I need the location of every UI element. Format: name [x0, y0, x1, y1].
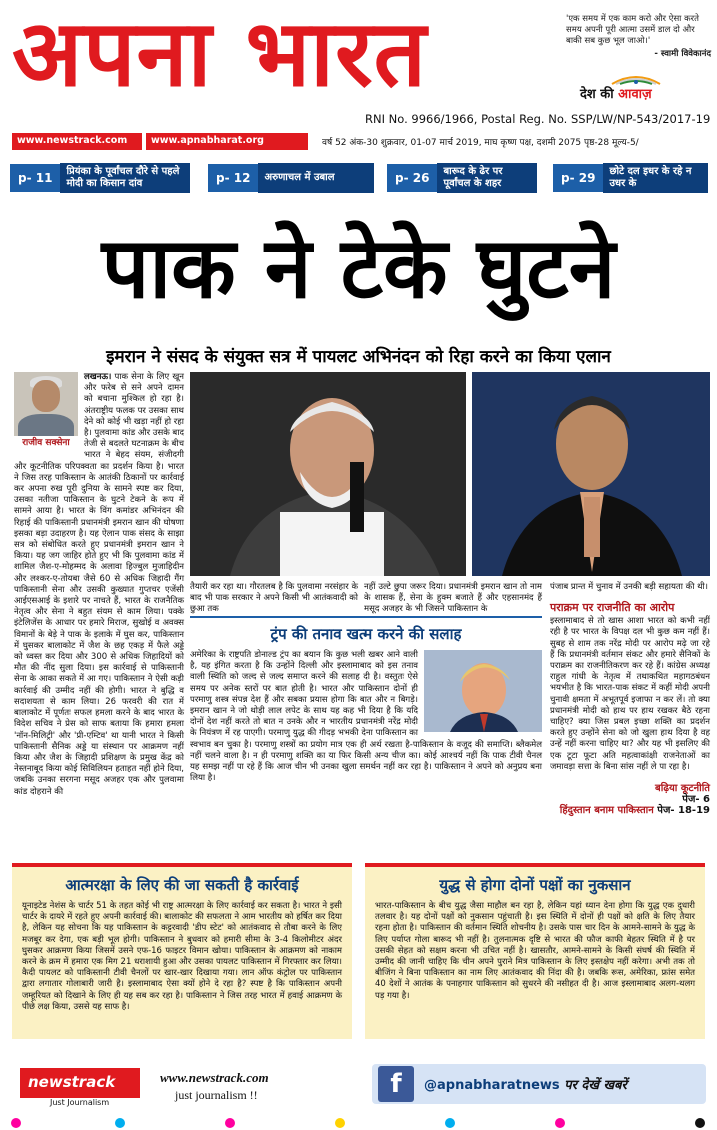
- quote-author: - स्वामी विवेकानंद: [654, 49, 711, 59]
- trump-portrait-illustration: [424, 650, 542, 732]
- newstrack-slogan: just journalism !!: [175, 1088, 258, 1102]
- quote-text: 'एक समय में एक काम करो और ऐसा करते समय अपनी पूरी आत्मा उसमें डाल दो और बाकी सब कुछ भूल जाओ।': [566, 14, 699, 46]
- modi-portrait-illustration: [190, 372, 466, 576]
- lead-article-body: पाक सेना के लिए खून और फरेब से सने अपने दामन को बचाना मुश्किल हो रहा है। अंतराष्ट्रीय फलक पर उसका साथ देने को कोई भी खड़ा नहीं हो रहा है। पुलवामा कांड और उसके बाद तेजी से बदलते घटनाक्रम के बीच भारत ने बेहद संयम, संजीदगी और कूटनीतिक परिपक्वता का प्रदर्शन किया है। भारत ने जिस तरह पाकिस्तान के आतंकी ठिकानों पर कार्रवाई कर अपना रुख पूरी दुनिया के सामने स्पष्ट कर दिया, उसका नतीजा पाकिस्तान के घुटने टेकने के रूप में सामने आया है। भारत के विंग कमांडर अभिनंदन की रिहाई की पाकिस्तानी प्रधानमंत्री इमरान खान की घोषणा इसका बड़ा उदाहरण है। यह ऐलान पाक संसद के साझा सत्र को संबोधित करते हुए प्रधानमंत्री इमरान खान ने किया। यह जग जाहिर होते हुए भी कि पुलवामा कांड में शामिल जैश-ए-मोहम्मद के अलावा हिज्बुल मुजाहिदीन और लश्कर-ए-तोयबा जैसे 60 से अधिक जिहादी गैंग पाकिस्तानी सेना और उसकी कुख्यात गुप्तचर एजेंसी आईएसआई के इशारे पर नाचते हैं, भारत के राजनैतिक नेतृत्व और सेना ने बहुत संयम से काम लिया। पक्के इंटेलिजेंस के आधार पर हमारे मिराज, सुखोई व अवक्स विमानों के बेड़े ने पाक के इलाके में घुस कर, पाकिस्तान में घुसकर बालाकोट में जैश के छह एकड़ में फैले अड्डे को ध्वस्त कर दिया और 300 से अधिक जिहादियों को मौत की नींद सुला दिया। इस कार्रवाई से पाकिस्तानी सेना के आका सकते में आ गए। पाकिस्तान ने ऐसी कड़ी कार्रवाई की उम्मीद नहीं की होगी। भारत ने बुद्धि व सदाशयता से काम लिया। 26 फरवरी की रात में बालाकोट में पूर्णतः सफल हमला करने के बाद भारत के विदेश सचिव ने प्रेस को साफ बताया कि हमारा हमला 'नॉन-मिलिट्री' और 'प्री-एम्टिव' था यानी भारत ने किसी पाकिस्तानी सैनिक अड्डे या संस्थान पर आक्रमण नहीं किया और जैश के जिहादी प्रशिक्षण के प्रमुख केंद्र को नेस्तनाबूद किया कोई सिविलियन हताहत नहीं होने दिया, जबकि उनका सरगना मसूद अजहर एक और पुलवामा कांड दोहराने की: [14, 372, 184, 797]
- continued-text-right: पंजाब प्रान्त में चुनाव में उनकी बड़ी सहायता की थी।: [550, 582, 708, 592]
- imran-portrait-illustration: [472, 372, 710, 576]
- info-strip: [0, 110, 717, 154]
- newstrack-url[interactable]: www.newstrack.com: [160, 1070, 269, 1085]
- author-photo: [14, 372, 78, 436]
- tagline-prefix: देश की: [580, 87, 614, 102]
- print-registration-marks: [0, 1116, 717, 1130]
- self-defence-title: आत्मरक्षा के लिए की जा सकती है कार्रवाई: [65, 876, 299, 894]
- inside-page-refs: [550, 783, 710, 817]
- newstrack-logo[interactable]: newstrack: [20, 1068, 140, 1098]
- continued-text-left: तैयारी कर रहा था। गौरतलब है कि पुलवामा नरसंहार के बाद भी पाक सरकार ने अपने किसी भी आतंकवादी को छुआ तक: [190, 582, 358, 615]
- page-ref-number: p- 29: [553, 164, 603, 192]
- war-loss-body: भारत-पाकिस्तान के बीच युद्ध जैसा माहौल बन रहा है, लेकिन यहां ध्यान देना होगा कि युद्ध एक दुधारी तलवार है। यह दोनों पक्षों को नुकसान पहुंचाती है। इस स्थिति में दोनों ही पक्षों को क्षति के लिए तैयार रहना होता है। पाकिस्तान की वर्तमान स्थिति शोचनीय है। उसके पास चार दिन के आमने-सामने के युद्ध के लिए पर्याप्त गोला बारूद भी नहीं है। तुलनात्मक दृष्टि से भारत की फौज काफी बेहतर स्थिति में है पर उसकी सेहत को सक्षम करना भी उचित नहीं है। खासतौर, आमने-सामने के किसी संघर्ष की स्थिति में उम्मीद की जानी चाहिए कि चीन अपने पुराने मित्र पाकिस्तान के लिए इस्तक्षेप नहीं करेगा। अभी तक तो बीजिंग ने बिना पाकिस्तान का नाम लिए आतंकवाद की निंदा की है। जबकि रूस, अमेरिका, फ्रांस समेत 40 देशों ने आतंक के पनाहगार पाकिस्तान को सुधरने की नसीहत दी है। आज इस्लामाबाद अलग-थलग पड़ गया है।: [375, 901, 695, 1001]
- page-ref-title: छोटे दल इधर के रहे न उधर के: [603, 163, 708, 193]
- inside-ref-label: बढ़िया कूटनीति: [655, 783, 710, 795]
- trump-article-body: अमेरिका के राष्ट्रपति डोनाल्ड ट्रंप का बयान कि कुछ भली खबर आने वाली है, यह इंगित करता है कि उन्होंने दिल्ली और इस्लामाबाद को इस तनाव वाली स्थिति को जल्द से जल्द समाप्त करने की सलाह दी है। वस्तुतः ऐसे समय पर अनेक स्तरों पर बात होती है। भारत और पाकिस्तान दोनों ही परमाणु शस्त्र संपन्न देश हैं और सबका प्रयास होगा कि बात और न बिगड़े। इमरान खान ने जो थोड़ी लाल लपेट के साथ यह कह भी दिया है कि यदि दोनों देश नहीं करते तो बात न उनके और न भारतीय प्रधानमंत्री नरेंद्र मोदी के नियंत्रण में रह पाएगी। परमाणु युद्ध की गीदड़ भभकी देना पाकिस्तान का स्वभाव बन चुका है। परमाणु शस्त्रों का प्रयोग मात्र एक ही अर्थ रखता है-पाकिस्तान के वजूद की समाप्ति। ब्लैकमेल नहीं चलने वाला है। न ही परमाणु शक्ति का या फिर किसी अन्य चीज का। कोई आश्चर्य नहीं कि पाक टीवी चैनल यह समझ नहीं पा रहे हैं कि आज चीन भी उनका खुला समर्थन नहीं कर रहा है। पाकिस्तान ने अपने को अनुप्रय बना लिया है।: [190, 650, 542, 784]
- author-byline: राजीव सक्सेना: [22, 438, 70, 448]
- main-headline: पाक ने टेके घुटने: [101, 219, 616, 317]
- facebook-handle: @apnabharatnews: [424, 1078, 560, 1093]
- edition-details: वर्ष 52 अंक-30 शुक्रवार, 01-07 मार्च 2019, माघ कृष्ण पक्ष, दशमी 2075 पृष्ठ-28 मूल्य-5/: [322, 138, 639, 148]
- newstrack-tagline: Just Journalism: [50, 1098, 110, 1107]
- page-ref-number: p- 11: [10, 164, 60, 192]
- war-loss-box: [365, 863, 705, 1039]
- continued-text-middle: नहीं उल्टे छुपा जरूर दिया। प्रधानमंत्री इमरान खान तो नाम के शासक हैं, सेना के हुक्म बजाते हैं और एहसानमंद हैं मसूद अजहर के भी जिसने पाकिस्तान के: [364, 582, 542, 615]
- page-ref-11[interactable]: [10, 163, 190, 193]
- registration-number: RNI No. 9966/1966, Postal Reg. No. SSP/LW/NP-543/2017-19: [365, 112, 711, 126]
- page-ref-29[interactable]: [553, 163, 710, 193]
- page-ref-26[interactable]: [387, 163, 537, 193]
- war-loss-title: युद्ध से होगा दोनों पक्षों का नुकसान: [439, 876, 631, 894]
- website-newstrack-link[interactable]: www.newstrack.com: [12, 133, 142, 150]
- page-ref-title: अरुणाचल में उबाल: [258, 163, 374, 193]
- photo-narendra-modi: [190, 372, 466, 576]
- facebook-icon: f: [378, 1066, 414, 1102]
- facebook-handle-suffix: पर देखें खबरें: [564, 1078, 627, 1093]
- right-column-heading: पराक्रम पर राजनीति का आरोप: [550, 601, 675, 614]
- inside-ref-page: पेज- 18-19: [657, 805, 710, 817]
- page-ref-number: p- 12: [208, 164, 258, 192]
- website-apnabharat-link[interactable]: www.apnabharat.org: [146, 133, 308, 150]
- tagline-suffix: आवाज़: [618, 87, 652, 102]
- page-ref-title: प्रियंका के पूर्वांचल दौरे से पहले मोदी का किसान दांव: [60, 163, 190, 193]
- self-defence-box: [12, 863, 352, 1039]
- facebook-promo[interactable]: [372, 1064, 706, 1104]
- dateline: लखनऊ।: [84, 372, 112, 382]
- photo-imran-khan: [472, 372, 710, 576]
- inside-ref-diplomacy[interactable]: [550, 783, 710, 805]
- page-ref-title: बारूद के ढेर पर पूर्वांचल के शहर: [437, 163, 537, 193]
- footer: [0, 1052, 717, 1116]
- trump-article-body-wrap: [190, 650, 542, 784]
- masthead-tagline: [580, 84, 652, 102]
- page-ref-12[interactable]: [208, 163, 378, 193]
- facebook-handle-line: [424, 1075, 627, 1093]
- photo-donald-trump: [424, 650, 542, 732]
- trump-article-title: ट्रंप की तनाव खत्म करने की सलाह: [270, 625, 462, 643]
- lead-article-column: [14, 372, 184, 798]
- newspaper-title: अपना भारत: [12, 0, 428, 107]
- masthead-quote: [566, 14, 711, 60]
- inside-ref-india-vs-pak[interactable]: [550, 805, 710, 816]
- page-references: [10, 163, 710, 193]
- right-column: [550, 598, 710, 817]
- inside-ref-label: हिंदुस्तान बनाम पाकिस्तान: [559, 805, 654, 817]
- inside-ref-page: पेज- 6: [682, 794, 710, 806]
- page-ref-number: p- 26: [387, 164, 437, 192]
- self-defence-body: यूनाइटेड नेशंस के चार्टर 51 के तहत कोई भी राष्ट्र आत्मरक्षा के लिए कार्रवाई कर सकता है। भारत ने इसी चार्टर के दायरे में रहते हुए अपनी कार्रवाई की। बालाकोट की सफलता ने आम भारतीय को हर्षित कर दिया है, लेकिन यह सोचना कि यह पाकिस्तान के कट्टरवादी 'डीप स्टेट' को आतंकवाद से तौबा करने के लिए मजबूर कर देगा, एक बड़ी भूल होगी। पाकिस्तान ने बुधवार को हमारी सीमा के 3-4 किलोमीटर अंदर घुसकर आक्रमण किया जिसमें उसने एफ-16 फाइटर विमान खोया। पाकिस्तान के आक्रमण को नाकाम करने के क्रम में हमारा एक मिग 21 धराशायी हुआ और उसका पायलट पाकिस्तान में गिरफ्तार कर लिया। कैदी पायलट को पाकिस्तानी टीवी चैनलों पर खार-खार दिखाया गया। लान ऑफ कंट्रोल पर पाकिस्तान द्वारा लगातार गोलाबारी जारी है। इस्लामाबाद ऐसा क्यों होने दे रहा है? स्पष्ट है कि पाकिस्तान अपनी जम्हूरियत को दिखाने के लिए ही यह सब कर रहा है। पाकिस्तान ने जिस तरह भारत में हवाई आक्रमण के पीछे लक्ष किया, उससे यह साफ है।: [22, 901, 342, 1012]
- right-column-body: इस्लामाबाद से तो खास आशा भारत को कभी नहीं रही है पर भारत के विपक्ष दल भी कुछ कम नहीं हैं। सुबह से शाम तक नरेंद्र मोदी पर आरोप मढ़े जा रहे हैं कि प्रधानमंत्री वर्तमान संकट और हमारे सैनिकों के पराक्रम का राजनीतिकरण कर रहे हैं। कांग्रेस अध्यक्ष राहुल गांधी के नेतृत्व में तथाकथित महागठबंधन भयभीत है कि भारत-पाक संकट में कहीं मोदी अपनी चुनावी क्षमता में अभूतपूर्व इजाफा न कर लें। तो क्या प्रधानमंत्री मोदी को हाथ पर हाथ रखकर बैठे रहना चाहिए? क्या जिस प्रबल इच्छा शक्ति का प्रदर्शन करते हुए उन्होंने सेना को जो खुला हाथ दिया है वह उन्हें नहीं करना चाहिए था? और यह भी इसलिए की एक टूटा फूटा अति महत्वाकांक्षी राजनेताओं का जमावड़ा सत्ता के बिना सांस नहीं ले पा रहा है।: [550, 616, 710, 772]
- subheadline: इमरान ने संसद के संयुक्त सत्र में पायलट अभिनंदन को रिहा करने का किया एलान: [106, 347, 611, 367]
- trump-article: [190, 616, 542, 784]
